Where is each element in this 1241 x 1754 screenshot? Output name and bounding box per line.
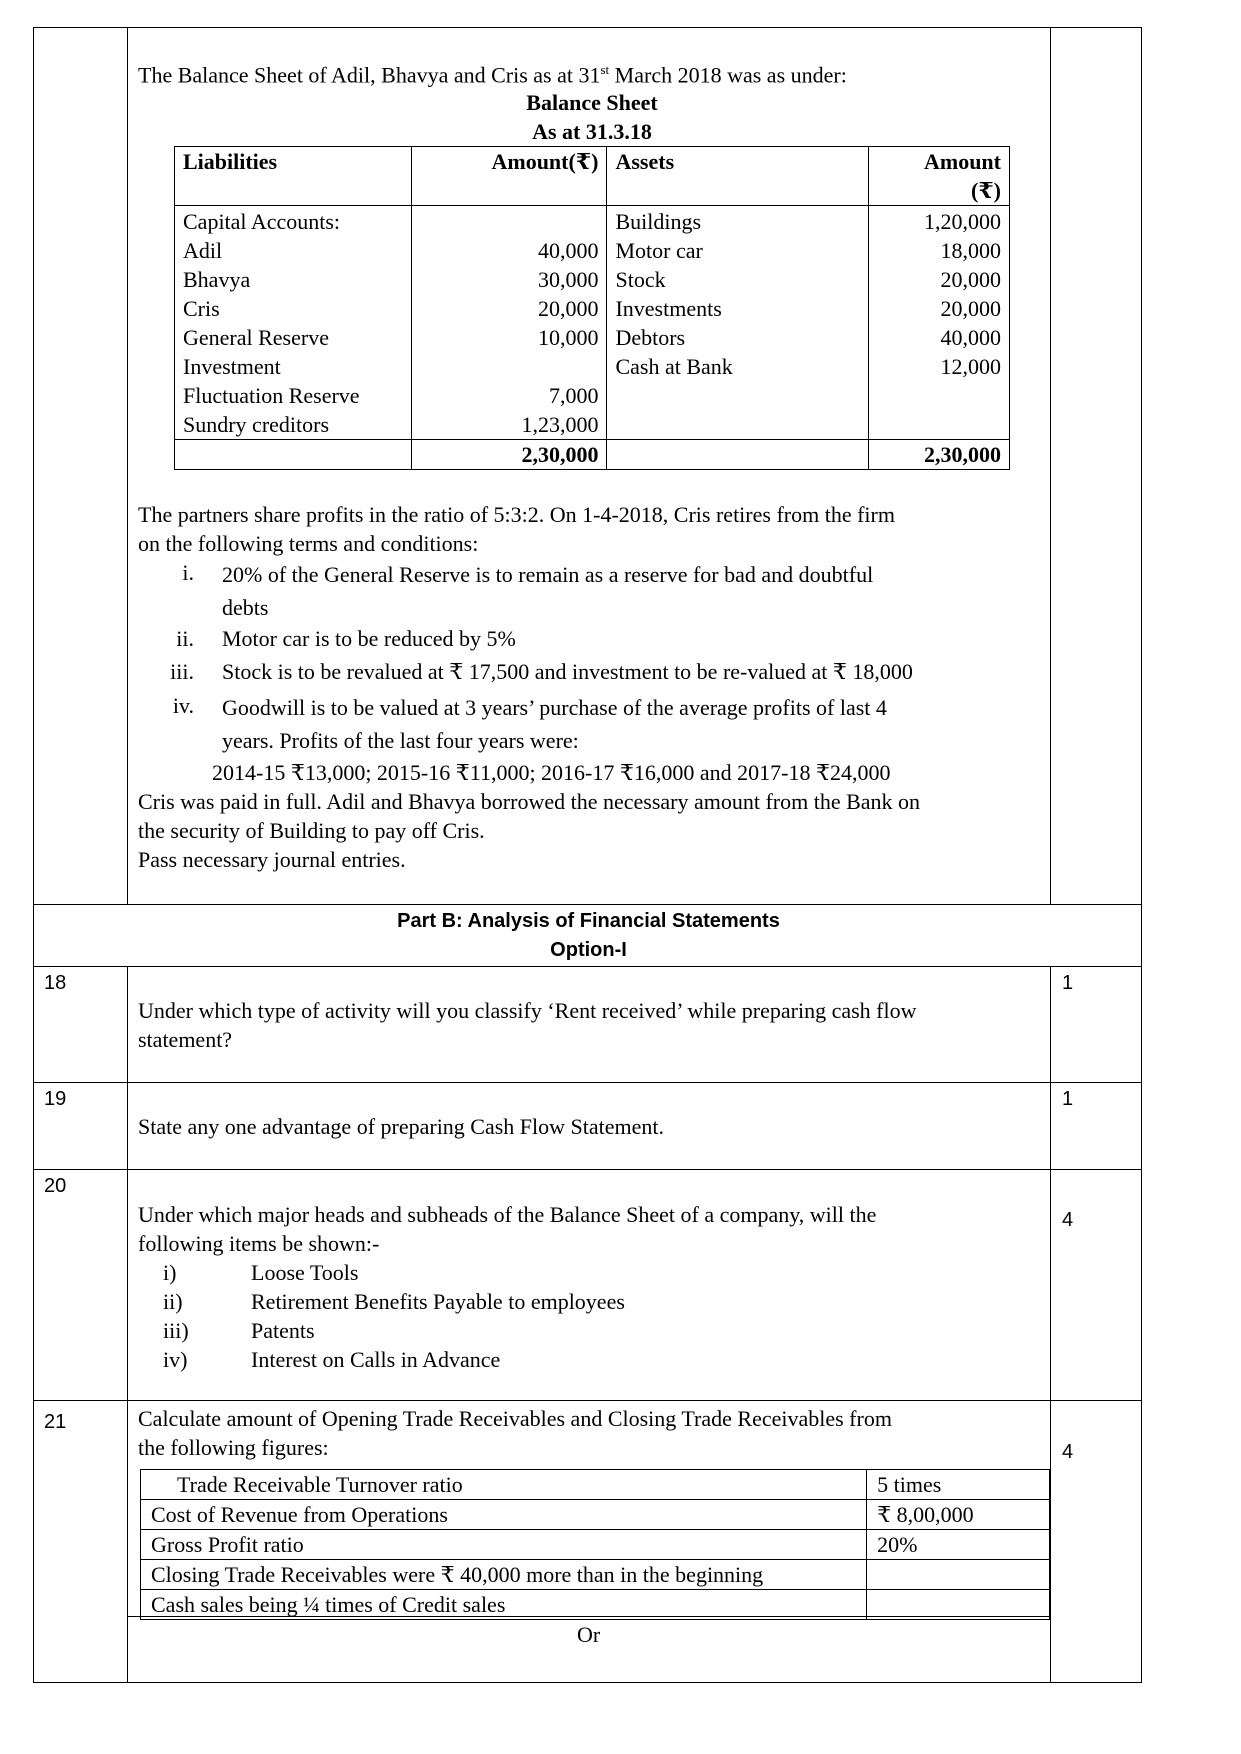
q19-number: 19 <box>44 1088 67 1110</box>
part-b-title: Part B: Analysis of Financial Statements <box>397 910 780 932</box>
q21-line1: Calculate amount of Opening Trade Receivables and Closing Trade Receivables from <box>138 1406 892 1431</box>
liability-label: General Reserve <box>183 325 329 350</box>
term-number: iv. <box>172 693 194 718</box>
term-number: iii. <box>170 659 194 684</box>
term-number: ii. <box>176 626 194 651</box>
liability-amount <box>420 207 599 236</box>
bs-total-liabilities: 2,30,000 <box>411 440 607 470</box>
liability-amount <box>420 352 599 381</box>
liability-label: Fluctuation Reserve <box>183 383 360 408</box>
asset-amount: 20,000 <box>940 267 1001 292</box>
row-divider-q19 <box>33 1169 1142 1170</box>
tr-label: Trade Receivable Turnover ratio <box>141 1470 867 1500</box>
q17-intro-sup: st <box>600 62 610 77</box>
col-divider-left <box>127 27 128 904</box>
row-divider-q17 <box>33 904 1142 905</box>
tr-value: 20% <box>867 1530 1050 1560</box>
asset-amount: 1,20,000 <box>924 209 1001 234</box>
tr-row <box>141 1500 1050 1530</box>
asset-amount: 20,000 <box>940 296 1001 321</box>
bs-total-assets: 2,30,000 <box>869 440 1010 470</box>
bs-header-amount-a <box>869 147 1010 206</box>
q20-line1: Under which major heads and subheads of the Balance Sheet of a company, will the <box>138 1202 877 1227</box>
q17-close2: the security of Building to pay off Cris. <box>138 818 485 843</box>
q20-item-text: Loose Tools <box>251 1260 359 1285</box>
term-line: Goodwill is to be valued at 3 years’ purchase of the average profits of last 4 <box>222 695 887 720</box>
liability-amount: 10,000 <box>537 325 599 350</box>
term-line: debts <box>222 595 269 620</box>
liability-label: Cris <box>183 296 220 321</box>
tr-label: Closing Trade Receivables were ₹ 40,000 more than in the beginning <box>141 1560 867 1590</box>
q21-number: 21 <box>44 1411 67 1433</box>
bs-header-liabilities: Liabilities <box>175 147 412 206</box>
liability-amount: 40,000 <box>537 238 599 263</box>
tr-value: 5 times <box>867 1470 1050 1500</box>
liability-label: Sundry creditors <box>183 412 330 437</box>
bs-header-assets: Assets <box>607 147 869 206</box>
q20-item-text: Patents <box>251 1318 315 1343</box>
q17-intro-post: March 2018 was as under: <box>609 62 847 88</box>
liability-amount: 1,23,000 <box>521 412 599 437</box>
col-divider-right <box>1050 27 1051 904</box>
liability-amount: 7,000 <box>548 383 599 408</box>
asset-amount: 12,000 <box>940 354 1001 379</box>
bs-header-row <box>175 147 1010 206</box>
tr-row <box>141 1530 1050 1560</box>
q19-line1: State any one advantage of preparing Cash Flow Statement. <box>138 1114 665 1139</box>
term-line: years. Profits of the last four years were: <box>222 728 579 753</box>
q17-profits-line: 2014-15 ₹13,000; 2015-16 ₹11,000; 2016-17 ₹16,000 and 2017-18 ₹24,000 <box>212 760 891 785</box>
asset-label: Cash at Bank <box>615 354 733 379</box>
q21-marks: 4 <box>1062 1441 1074 1463</box>
bs-header-amount-l: Amount(₹) <box>411 147 607 206</box>
asset-label: Buildings <box>615 209 702 234</box>
term-item <box>150 560 873 624</box>
q20-marks: 4 <box>1062 1209 1074 1231</box>
q20-item-number: i) <box>163 1260 177 1285</box>
liability-label: Investment <box>183 354 281 379</box>
tr-label: Gross Profit ratio <box>141 1530 867 1560</box>
tr-row <box>141 1560 1050 1590</box>
q18-line1: Under which type of activity will you classify ‘Rent received’ while preparing cash flow <box>138 998 917 1023</box>
q17-close1: Cris was paid in full. Adil and Bhavya borrowed the necessary amount from the Bank on <box>138 789 921 814</box>
tr-label: Cost of Revenue from Operations <box>141 1500 867 1530</box>
q17-intro <box>138 62 1038 89</box>
liability-label: Bhavya <box>183 267 251 292</box>
bs-total-empty-l <box>175 440 412 470</box>
q20-item <box>163 1260 358 1286</box>
q20-number: 20 <box>44 1175 67 1197</box>
q20-item-text: Retirement Benefits Payable to employees <box>251 1289 625 1314</box>
bs-liabilities-col <box>175 206 412 440</box>
row-divider-q18 <box>33 1082 1142 1083</box>
q20-item <box>163 1318 315 1344</box>
term-line: Stock is to be revalued at ₹ 17,500 and investment to be re-valued at ₹ 18,000 <box>222 659 913 684</box>
term-item <box>150 693 887 757</box>
liability-amount: 30,000 <box>537 267 599 292</box>
q20-item-number: iii) <box>163 1318 189 1343</box>
part-b-option: Option-I <box>550 939 627 961</box>
bs-total-empty-a <box>607 440 869 470</box>
term-line: 20% of the General Reserve is to remain as a reserve for bad and doubtful <box>222 562 874 587</box>
tr-label: Cash sales being ¼ times of Credit sales <box>141 1590 867 1620</box>
bs-total-row <box>175 440 1010 470</box>
liability-amount: 20,000 <box>537 296 599 321</box>
bs-body-row <box>175 206 1010 440</box>
q19-marks: 1 <box>1062 1088 1074 1110</box>
liability-label: Capital Accounts: <box>183 209 341 234</box>
row-divider-partb <box>33 966 1142 967</box>
bs-asset-amount-col <box>869 206 1010 440</box>
asset-label: Motor car <box>615 238 703 263</box>
tr-value <box>867 1590 1050 1620</box>
q18-marks: 1 <box>1062 972 1074 994</box>
tr-row <box>141 1470 1050 1500</box>
term-text <box>222 691 887 757</box>
bs-liab-amount-col <box>411 206 607 440</box>
bs-header-amount-a-2: (₹) <box>971 178 1001 203</box>
q18-number: 18 <box>44 972 67 994</box>
tr-value <box>867 1560 1050 1590</box>
term-number: i. <box>182 560 194 585</box>
term-text <box>222 558 873 624</box>
bs-title: Balance Sheet <box>526 90 658 115</box>
term-item <box>150 626 516 652</box>
q20-item <box>163 1289 625 1315</box>
q20-line2: following items be shown:- <box>138 1231 380 1256</box>
balance-sheet-table <box>174 146 1010 470</box>
tr-value: ₹ 8,00,000 <box>867 1500 1050 1530</box>
term-line: Motor car is to be reduced by 5% <box>222 626 516 651</box>
q21-line2: the following figures: <box>138 1435 329 1460</box>
asset-amount: 40,000 <box>940 325 1001 350</box>
q17-close3: Pass necessary journal entries. <box>138 847 406 872</box>
q17-para1-line2: on the following terms and conditions: <box>138 531 479 556</box>
asset-amount: 18,000 <box>940 238 1001 263</box>
q17-intro-pre: The Balance Sheet of Adil, Bhavya and Cris as at 31 <box>138 62 601 88</box>
asset-label: Investments <box>615 296 722 321</box>
trade-receivables-table <box>140 1469 1050 1620</box>
asset-label: Stock <box>615 267 666 292</box>
bs-date: As at 31.3.18 <box>532 119 652 144</box>
q20-item-text: Interest on Calls in Advance <box>251 1347 501 1372</box>
q20-item-number: ii) <box>163 1289 183 1314</box>
q20-item <box>163 1347 500 1373</box>
asset-label: Debtors <box>615 325 686 350</box>
q20-item-number: iv) <box>163 1347 188 1372</box>
q21-or: Or <box>577 1622 601 1647</box>
q18-line2: statement? <box>138 1027 233 1052</box>
term-item <box>150 659 913 685</box>
col-divider-right-b <box>1050 966 1051 1683</box>
bs-assets-col <box>607 206 869 440</box>
bs-header-amount-a-1: Amount <box>923 149 1001 174</box>
tr-row <box>141 1590 1050 1620</box>
col-divider-left-b <box>127 966 128 1683</box>
row-divider-q20 <box>33 1400 1142 1401</box>
q17-para1-line1: The partners share profits in the ratio of 5:3:2. On 1-4-2018, Cris retires from the firm <box>138 502 895 527</box>
liability-label: Adil <box>183 238 223 263</box>
